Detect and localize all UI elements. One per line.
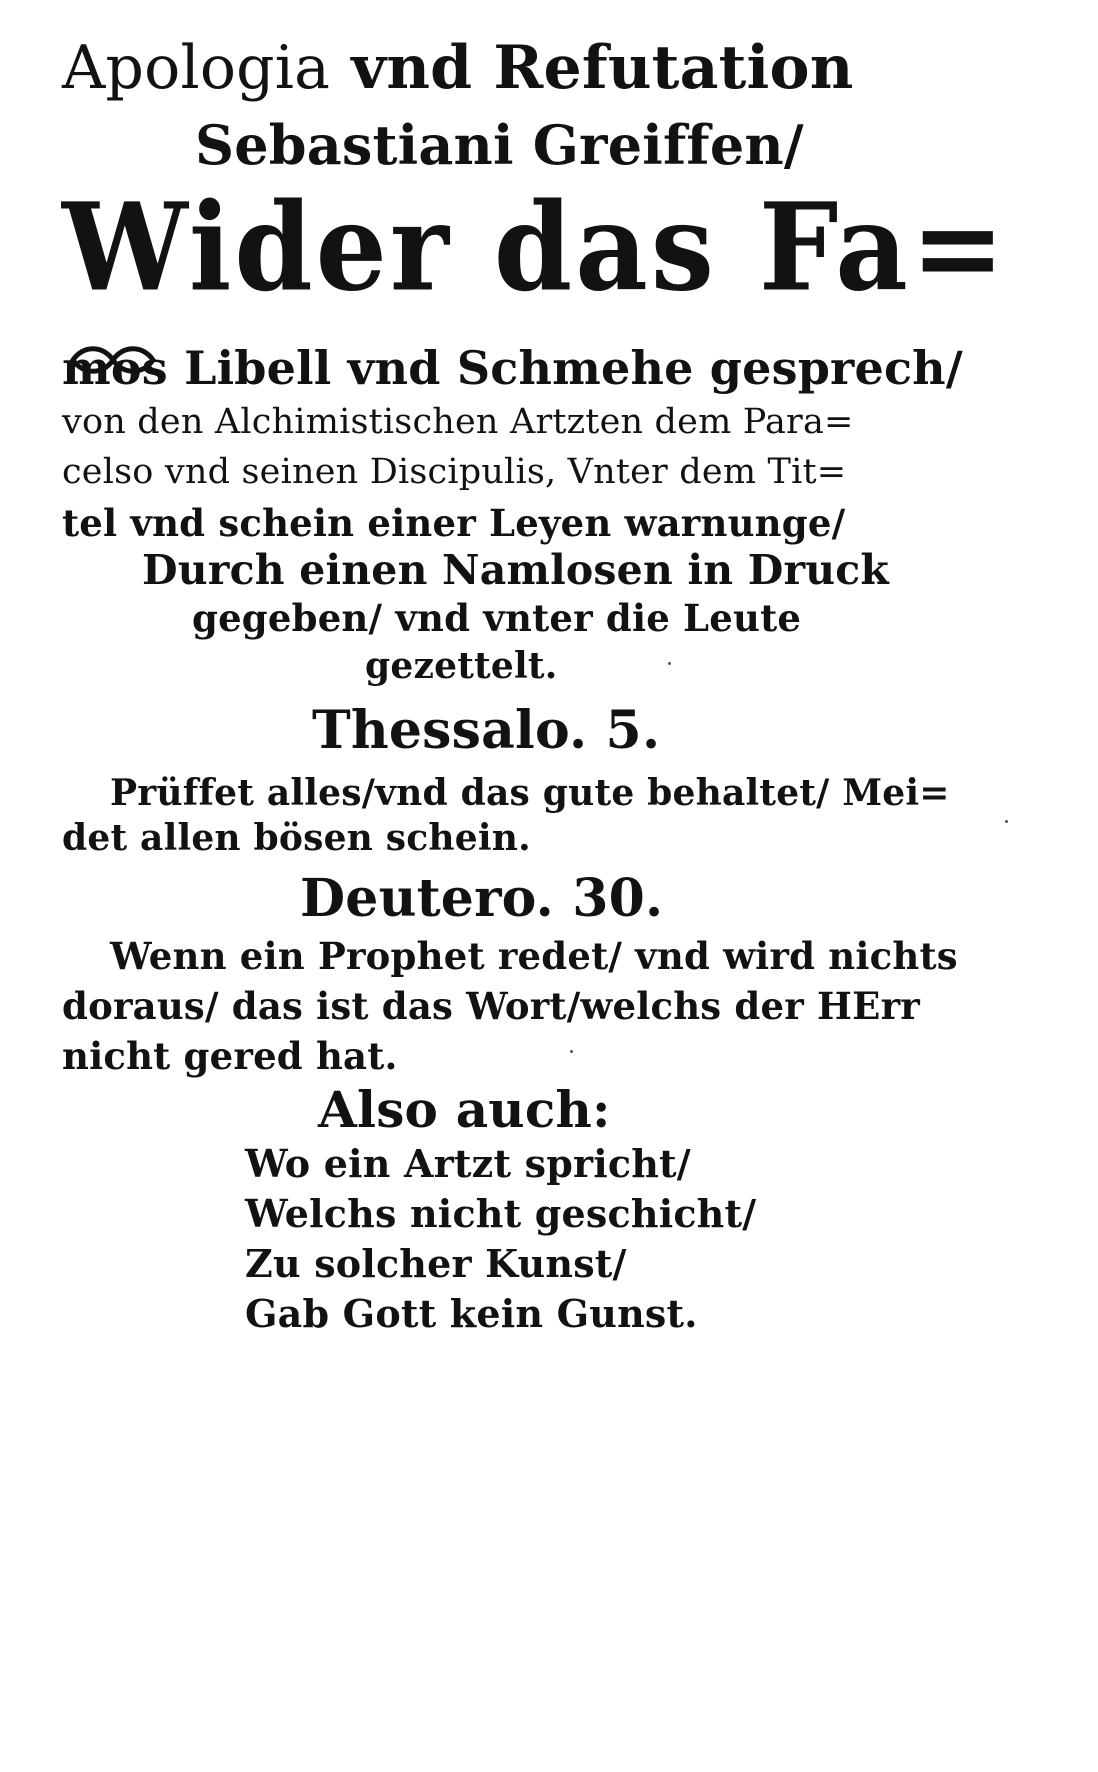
- title-line-4: mos Libell vnd Schmehe gesprech/: [62, 341, 963, 395]
- title-line-9: gegeben/ vnd vnter die Leute: [192, 596, 802, 640]
- verse-heading: Also auch:: [318, 1080, 611, 1139]
- title-line-1: [62, 33, 854, 103]
- verse-line-2: Welchs nicht geschicht/: [245, 1191, 757, 1236]
- scripture-2-line-3: nicht gered hat.: [62, 1034, 398, 1078]
- title-line-7: tel vnd schein einer Leyen warnunge/: [62, 501, 846, 545]
- verse-line-3: Zu solcher Kunst/: [245, 1241, 627, 1286]
- title-line-8: Durch einen Namlosen in Druck: [142, 546, 890, 594]
- scripture-2-line-1: Wenn ein Prophet redet/ vnd wird nichts: [110, 934, 958, 978]
- scripture-1-line-2: det allen bösen schein.: [62, 817, 531, 859]
- scripture-ref-thessalonians: Thessalo. 5.: [312, 700, 661, 761]
- title-rest: vnd Refutation: [351, 33, 854, 103]
- title-line-10: gezettelt.: [365, 645, 558, 687]
- title-line-5: von den Alchimistischen Artzten dem Para=: [62, 402, 854, 442]
- author-line: Sebastiani Greiffen/: [195, 113, 804, 177]
- ink-speck: [570, 1050, 573, 1053]
- display-title: Wider das Fa=: [62, 177, 1008, 319]
- scripture-ref-deuteronomy: Deutero. 30.: [300, 868, 664, 929]
- title-line-6: celso vnd seinen Discipulis, Vnter dem Tit=: [62, 452, 847, 492]
- ink-speck: [668, 662, 671, 665]
- title-word-apologia: Apologia: [62, 33, 331, 103]
- scripture-1-line-1: Prüffet alles/vnd das gute behaltet/ Mei=: [110, 772, 950, 814]
- scripture-2-line-2: doraus/ das ist das Wort/welchs der HErr: [62, 984, 920, 1028]
- verse-line-1: Wo ein Artzt spricht/: [245, 1141, 691, 1186]
- verse-line-4: Gab Gott kein Gunst.: [245, 1291, 698, 1336]
- ink-speck: [1005, 820, 1008, 823]
